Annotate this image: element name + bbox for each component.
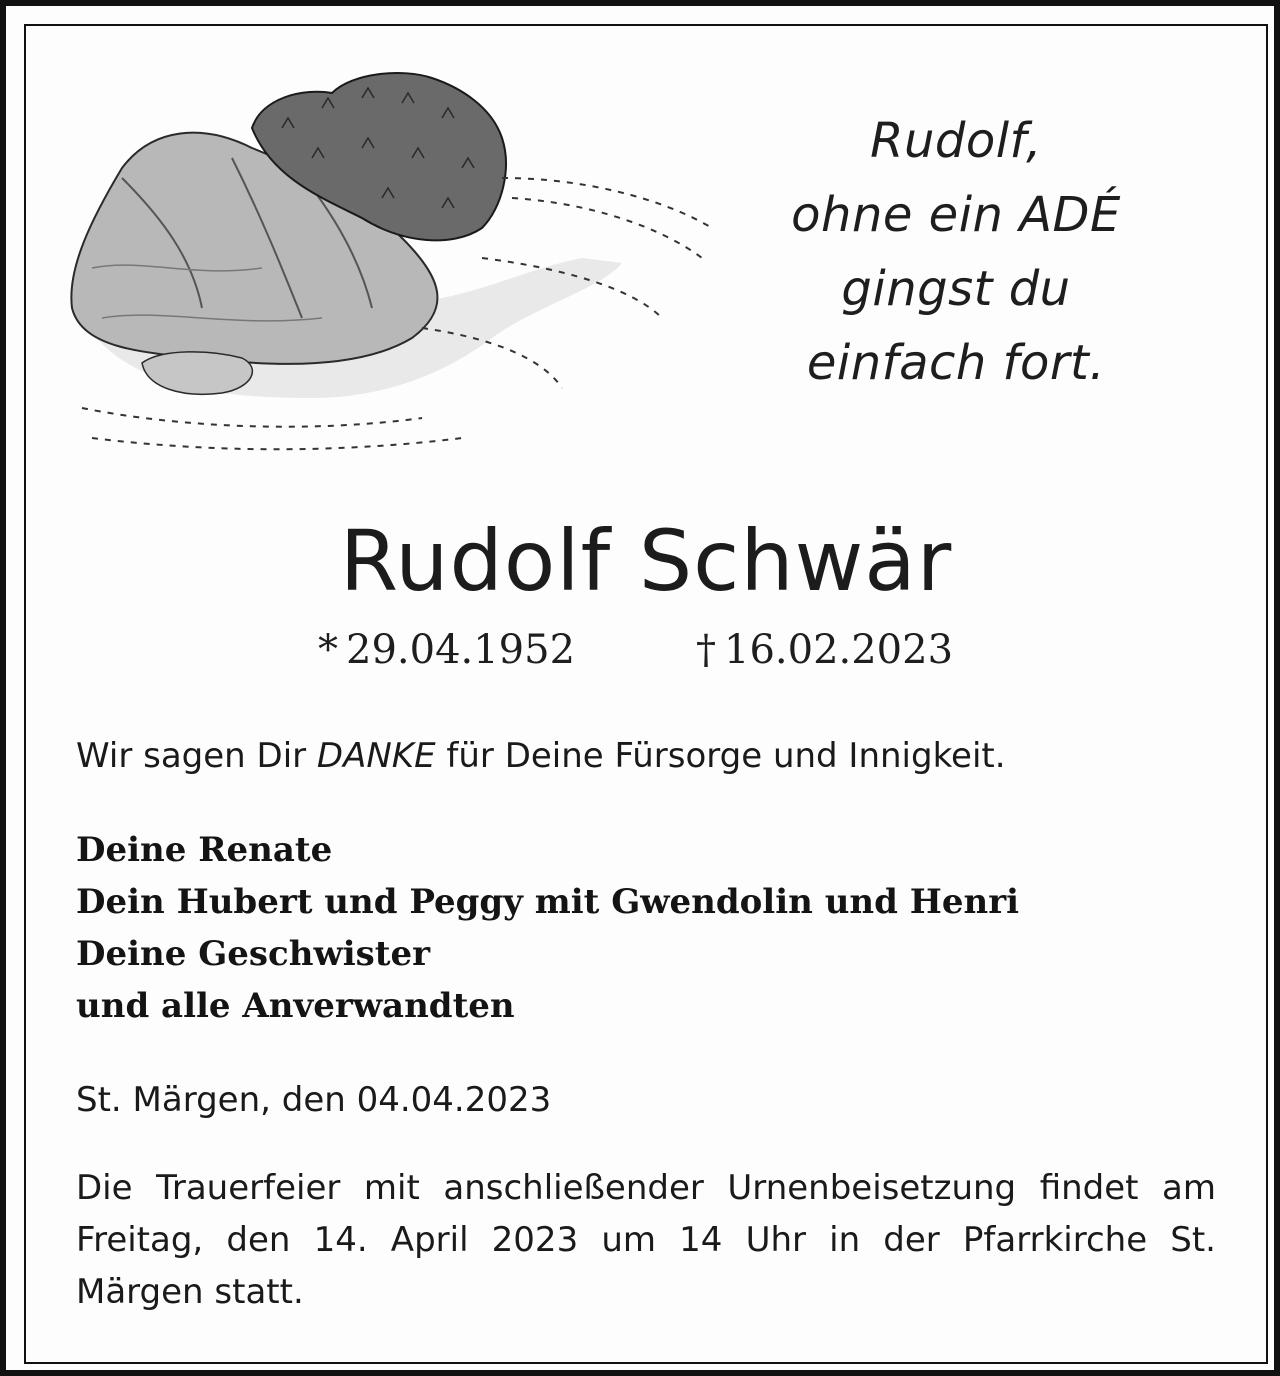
funeral-service-notice: Die Trauerfeier mit anschließender Urnenbeisetzung findet am Freitag, den 14. April 2023 um 14 Uhr in der Pfarrkirche St. Märgen statt.: [76, 1168, 1216, 1312]
poem-verse: [746, 104, 1166, 400]
birth-date: 29.04.1952: [346, 627, 576, 673]
mourner-line: Deine Geschwister: [76, 934, 431, 974]
poem-line-4: einfach fort.: [806, 335, 1106, 391]
birth-date-group: [318, 626, 575, 674]
poem-line-1: Rudolf,: [870, 113, 1042, 169]
death-date: 16.02.2023: [724, 627, 954, 673]
birth-star-icon: *: [318, 627, 338, 673]
poem-line-3: gingst du: [841, 261, 1071, 317]
poem-line-2: ohne ein ADÉ: [791, 187, 1121, 243]
deceased-name: Rudolf Schwär: [339, 512, 953, 610]
death-cross-icon: †: [696, 627, 716, 673]
thanks-emphasis: DANKE: [316, 736, 436, 776]
rocks-landscape-illustration: [62, 68, 732, 468]
mourner-line: Deine Renate: [76, 830, 333, 870]
thanks-suffix: für Deine Fürsorge und Innigkeit.: [435, 736, 1006, 776]
mourners-list: [76, 824, 1019, 1032]
death-date-group: [696, 626, 953, 674]
life-dates: [6, 626, 1280, 676]
thanks-prefix: Wir sagen Dir: [76, 736, 317, 776]
mourner-line: Dein Hubert und Peggy mit Gwendolin und Henri: [76, 882, 1020, 922]
thanks-line: [76, 732, 1006, 780]
place-and-date: St. Märgen, den 04.04.2023: [76, 1080, 552, 1120]
mourner-line: und alle Anverwandten: [76, 986, 515, 1026]
